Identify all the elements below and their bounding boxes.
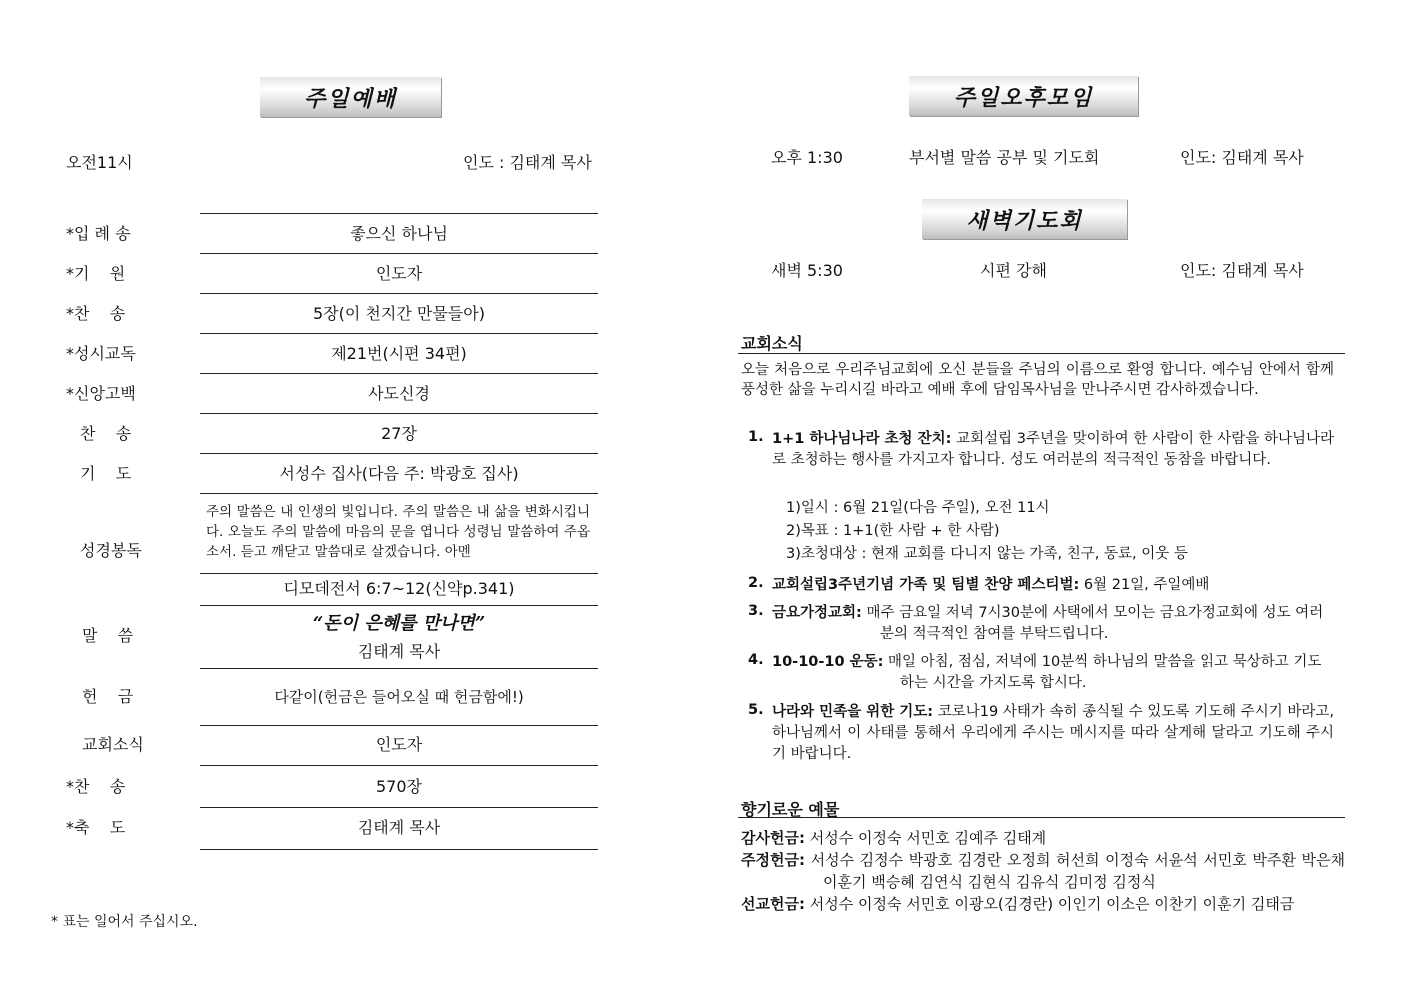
- news-item-number: 5.: [748, 702, 764, 718]
- news-item-text: 교회설립 3주년을 맞이하여 한 사람이 한 사람을 하나님나라로 초청하는 행사를 가지고자 합니다. 성도 여러분의 적극적인 동참을 바랍니다.: [772, 431, 1335, 468]
- order-value: 5장(이 천지간 만물들아): [313, 304, 485, 323]
- order-label: 찬 송: [80, 424, 132, 443]
- order-label: 말 씀: [82, 626, 134, 645]
- order-divider: [200, 573, 598, 574]
- dawn-banner: [922, 199, 1127, 239]
- news-item: [772, 652, 1334, 694]
- service-leader: 인도 : 김태계 목사: [463, 153, 592, 172]
- news-item-text: 코로나19 사태가 속히 종식될 수 있도록 기도해 주시기 바라고, 하나님께서 이 사태를 통해서 우리에게 주시는 메시지를 따라 살게해 달라고 기도해 주시기 바랍니다.: [772, 704, 1335, 762]
- worship-banner: [260, 77, 441, 117]
- news-item-title: 교회설립3주년기념 가족 및 팀별 찬양 페스티벌:: [772, 577, 1080, 593]
- news-item-text: 6월 21일, 주일예배: [1079, 577, 1210, 593]
- news-item-text: 매주 금요일 저녁 7시30분에 사택에서 모이는 금요가정교회에 성도 여러분의 적극적인 참여를 부탁드립니다.: [861, 605, 1324, 642]
- offering-row: [741, 849, 1345, 893]
- afternoon-leader: 인도: 김태계 목사: [1180, 148, 1304, 167]
- order-value: 사도신경: [368, 384, 430, 403]
- dawn-time: 새벽 5:30: [771, 261, 843, 280]
- news-item-number: 3.: [748, 603, 764, 619]
- order-value: 다같이(헌금은 들어오실 때 헌금함에!): [274, 688, 524, 706]
- news-item: [772, 603, 1334, 645]
- afternoon-desc: 부서별 말씀 공부 및 기도회: [909, 148, 1100, 167]
- sermon-title: “돈이 은혜를 만나면”: [312, 613, 486, 634]
- news-title: 교회소식: [741, 334, 803, 353]
- order-value: 27장: [381, 424, 417, 443]
- order-label: *입 례 송: [66, 224, 131, 243]
- order-divider: [200, 413, 598, 414]
- order-label: *신앙고백: [66, 384, 136, 403]
- dawn-desc: 시편 강해: [980, 261, 1047, 280]
- afternoon-banner-title: 주일오후모임: [953, 84, 1094, 111]
- order-label: 헌 금: [82, 687, 134, 706]
- order-divider: [200, 807, 598, 808]
- news-item-title: 10-10-10 운동:: [772, 654, 884, 670]
- scripture-reference: 디모데전서 6:7~12(신약p.341): [283, 579, 515, 598]
- order-divider: [200, 493, 598, 494]
- service-time: 오전11시: [66, 153, 133, 172]
- order-value: 570장: [376, 777, 422, 796]
- afternoon-banner: [909, 76, 1138, 116]
- order-label: *찬 송: [66, 304, 126, 323]
- order-value: 인도자: [375, 735, 423, 754]
- order-label: *기 원: [66, 264, 126, 283]
- order-value: 서성수 집사(다음 주: 박광호 집사): [279, 464, 519, 483]
- order-divider: [200, 333, 598, 334]
- order-divider: [200, 765, 598, 766]
- order-label: *축 도: [66, 818, 126, 837]
- news-rule: [738, 353, 1345, 354]
- sermon-preacher: 김태계 목사: [357, 642, 441, 661]
- order-divider: [200, 293, 598, 294]
- news-item: [772, 575, 1334, 596]
- order-divider: [200, 605, 598, 606]
- order-divider: [200, 725, 598, 726]
- order-divider: [200, 453, 598, 454]
- offering-row: [741, 893, 1345, 915]
- news-subitem: 1)일시 : 6월 21일(다음 주일), 오전 11시: [786, 500, 1050, 516]
- news-item: [772, 702, 1334, 765]
- offering-type: 감사헌금:: [741, 829, 805, 847]
- order-label: *찬 송: [66, 777, 126, 796]
- dawn-leader: 인도: 김태계 목사: [1180, 261, 1304, 280]
- order-divider: [200, 849, 598, 850]
- offering-rule: [738, 817, 1345, 818]
- news-item-text: 매일 아침, 점심, 저녁에 10분씩 하나님의 말씀을 읽고 묵상하고 기도하는 시간을 가지도록 합시다.: [883, 654, 1322, 691]
- news-item: [772, 429, 1334, 471]
- order-divider: [200, 213, 598, 214]
- offering-names: 서성수 이정숙 서민호 김예주 김태계: [809, 829, 1047, 847]
- worship-banner-title: 주일예배: [303, 85, 397, 112]
- order-value: 좋으신 하나님: [350, 224, 448, 243]
- scripture-prayer: 주의 말씀은 내 인생의 빛입니다. 주의 말씀은 내 삶을 변화시킵니다. 오늘도 주의 말씀에 마음의 문을 엽니다 성령님 말씀하여 주옵소서. 듣고 깨닫고 말씀대로 살겠습니다. 아멘: [206, 504, 590, 560]
- news-subitem: 2)목표 : 1+1(한 사람 + 한 사람): [786, 523, 1000, 539]
- offering-type: 주정헌금:: [741, 851, 805, 869]
- order-label: *성시교독: [66, 344, 136, 363]
- order-value: 김태계 목사: [357, 818, 441, 837]
- order-value: 제21번(시편 34편): [331, 344, 467, 363]
- news-item-title: 나라와 민족을 위한 기도:: [772, 704, 934, 720]
- dawn-banner-title: 새벽기도회: [966, 207, 1083, 234]
- news-item-title: 금요가정교회:: [772, 605, 862, 621]
- news-intro: 오늘 처음으로 우리주님교회에 오신 분들을 주님의 이름으로 환영 합니다. 예수님 안에서 함께 풍성한 삶을 누리시길 바라고 예배 후에 담임목사님을 만나주시면 감사하겠습니다.: [741, 362, 1334, 398]
- offering-title: 향기로운 예물: [741, 800, 840, 819]
- news-item-title: 1+1 하나님나라 초청 잔치:: [772, 431, 952, 447]
- offering-names: 서성수 김정수 박광호 김경란 오정희 허선희 이정숙 서윤석 서민호 박주환 박은채 이훈기 백승혜 김연식 김현식 김유식 김미정 김정식: [810, 851, 1345, 891]
- offering-names: 서성수 이정숙 서민호 이광오(김경란) 이인기 이소은 이찬기 이훈기 김태금: [809, 895, 1295, 913]
- standing-footnote: * 표는 일어서 주십시오.: [51, 914, 198, 930]
- order-divider: [200, 668, 598, 669]
- offering-row: [741, 827, 1345, 849]
- news-item-number: 2.: [748, 575, 764, 591]
- order-label: 성경봉독: [80, 541, 142, 560]
- order-value: 인도자: [375, 264, 423, 283]
- offering-type: 선교헌금:: [741, 895, 805, 913]
- news-item-number: 4.: [748, 652, 764, 668]
- order-divider: [200, 253, 598, 254]
- news-subitem: 3)초청대상 : 현재 교회를 다니지 않는 가족, 친구, 동료, 이웃 등: [786, 546, 1188, 562]
- afternoon-time: 오후 1:30: [771, 148, 843, 167]
- order-label: 기 도: [80, 464, 132, 483]
- news-item-number: 1.: [748, 429, 764, 445]
- order-label: 교회소식: [82, 735, 144, 754]
- order-divider: [200, 373, 598, 374]
